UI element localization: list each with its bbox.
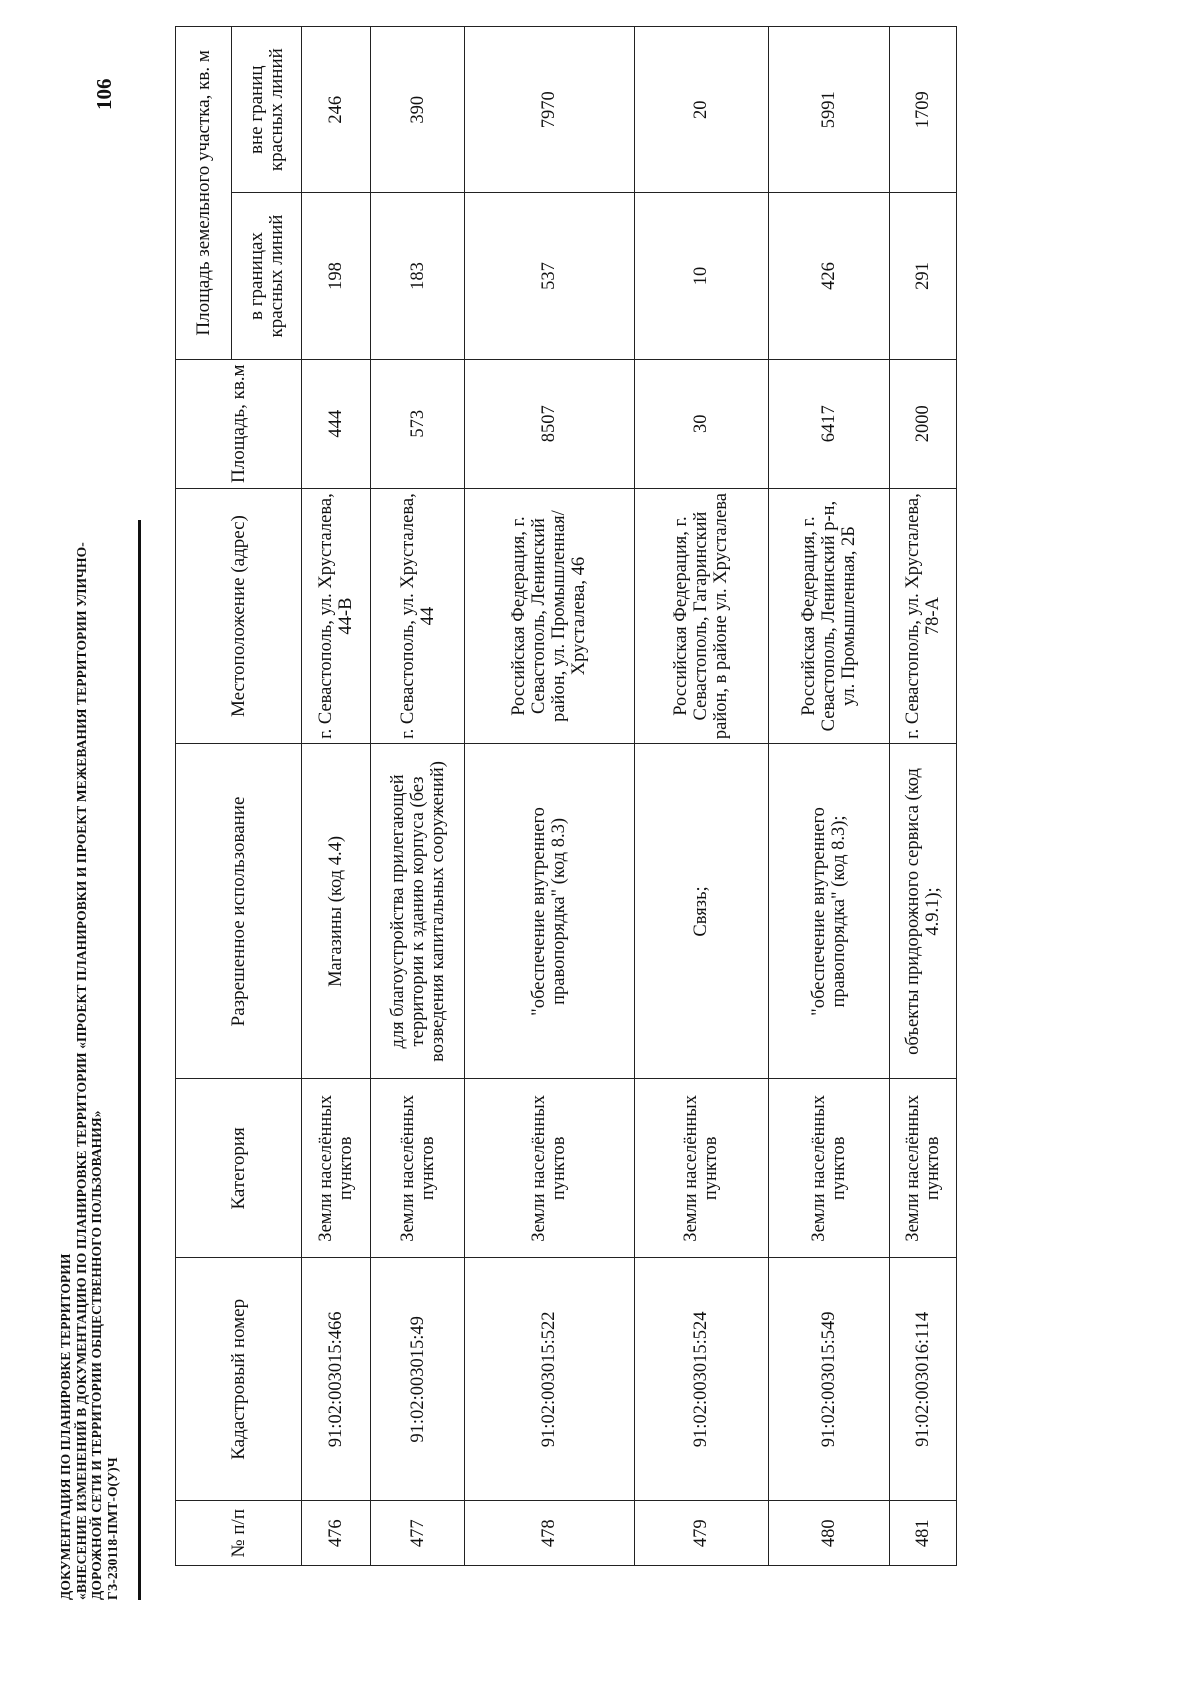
cell-num: 480 (768, 1501, 889, 1566)
header-divider (138, 520, 141, 1600)
table-row (634, 27, 768, 1566)
cell-location: Российская Федерация, г. Севастополь, Ленинский р-н, ул. Промышленная, 2Б (768, 488, 889, 744)
cell-cadastral: 91:02:003015:549 (768, 1258, 889, 1501)
table-row (889, 27, 956, 1566)
col-header-category: Категория (176, 1079, 302, 1258)
cell-outside: 20 (634, 27, 768, 193)
col-header-land-area-group: Площадь земельного участка, кв. м (176, 27, 232, 360)
col-header-outside: вне границ красных линий (232, 27, 302, 193)
cell-outside: 5991 (768, 27, 889, 193)
cell-location: г. Севастополь, ул. Хрусталева, 44 (371, 488, 465, 744)
cell-inside: 291 (889, 193, 956, 359)
cell-cadastral: 91:02:003015:466 (302, 1258, 371, 1501)
cell-area: 6417 (768, 359, 889, 488)
col-header-inside: в границах красных линий (232, 193, 302, 359)
cell-location: г. Севастополь, ул. Хрусталева, 78-А (889, 488, 956, 744)
cell-category: Земли населённых пунктов (371, 1079, 465, 1258)
page-number: 106 (92, 78, 116, 110)
cell-use: для благоустройства прилегающей территории к зданию корпуса (без возведения капитальных сооружений) (371, 744, 465, 1079)
cell-cadastral: 91:02:003015:524 (634, 1258, 768, 1501)
cell-cadastral: 91:02:003016:114 (889, 1258, 956, 1501)
header-line-4: ГЗ-230118-ПМТ-О(У)Ч (104, 1457, 120, 1600)
cell-area: 444 (302, 359, 371, 488)
cell-inside: 537 (465, 193, 635, 359)
table-row (465, 27, 635, 1566)
cell-category: Земли населённых пунктов (889, 1079, 956, 1258)
cell-inside: 426 (768, 193, 889, 359)
cell-num: 481 (889, 1501, 956, 1566)
cell-area: 8507 (465, 359, 635, 488)
cell-use: Связь; (634, 744, 768, 1079)
land-plots-table (175, 26, 957, 1566)
cell-cadastral: 91:02:003015:49 (371, 1258, 465, 1501)
cell-category: Земли населённых пунктов (768, 1079, 889, 1258)
cell-num: 478 (465, 1501, 635, 1566)
header-line-1: ДОКУМЕНТАЦИЯ ПО ПЛАНИРОВКЕ ТЕРРИТОРИИ (58, 1253, 73, 1600)
table-row (371, 27, 465, 1566)
cell-outside: 246 (302, 27, 371, 193)
cell-cadastral: 91:02:003015:522 (465, 1258, 635, 1501)
cell-use: "обеспечение внутреннего правопорядка" (код 8.3); (768, 744, 889, 1079)
cell-inside: 198 (302, 193, 371, 359)
col-header-use: Разрешенное использование (176, 744, 302, 1079)
header-line-2: «ВНЕСЕНИЕ ИЗМЕНЕНИЙ В ДОКУМЕНТАЦИЮ ПО ПЛАНИРОВКЕ ТЕРРИТОРИИ «ПРОЕКТ ПЛАНИРОВКИ И ПРОЕКТ МЕЖЕВАНИЯ ТЕРРИТОРИИ УЛИЧНО- (73, 542, 89, 1600)
cell-location: Российская Федерация, г. Севастополь, Ленинский район, ул. Промышленная/Хрусталева, 46 (465, 488, 635, 744)
cell-category: Земли населённых пунктов (465, 1079, 635, 1258)
cell-num: 477 (371, 1501, 465, 1566)
col-header-cadastral: Кадастровый номер (176, 1258, 302, 1501)
cell-area: 573 (371, 359, 465, 488)
cell-inside: 10 (634, 193, 768, 359)
cell-num: 476 (302, 1501, 371, 1566)
cell-use: объекты придорожного сервиса (код 4.9.1); (889, 744, 956, 1079)
cell-category: Земли населённых пунктов (634, 1079, 768, 1258)
cell-area: 30 (634, 359, 768, 488)
cell-outside: 390 (371, 27, 465, 193)
table-row (768, 27, 889, 1566)
cell-area: 2000 (889, 359, 956, 488)
col-header-num: № п/п (176, 1501, 302, 1566)
cell-category: Земли населённых пунктов (302, 1079, 371, 1258)
table-row (302, 27, 371, 1566)
cell-use: "обеспечение внутреннего правопорядка" (код 8.3) (465, 744, 635, 1079)
cell-outside: 1709 (889, 27, 956, 193)
header-line-3: ДОРОЖНОЙ СЕТИ И ТЕРРИТОРИИ ОБЩЕСТВЕННОГО ПОЛЬЗОВАНИЯ» (89, 1110, 104, 1600)
col-header-location: Местоположение (адрес) (176, 488, 302, 744)
cell-use: Магазины (код 4.4) (302, 744, 371, 1079)
document-header (58, 300, 120, 1600)
cell-inside: 183 (371, 193, 465, 359)
cell-outside: 7970 (465, 27, 635, 193)
col-header-area: Площадь, кв.м (176, 359, 302, 488)
cell-location: г. Севастополь, ул. Хрусталева, 44-В (302, 488, 371, 744)
cell-num: 479 (634, 1501, 768, 1566)
cell-location: Российская Федерация, г. Севастополь, Гагаринский район, в районе ул. Хрусталева (634, 488, 768, 744)
